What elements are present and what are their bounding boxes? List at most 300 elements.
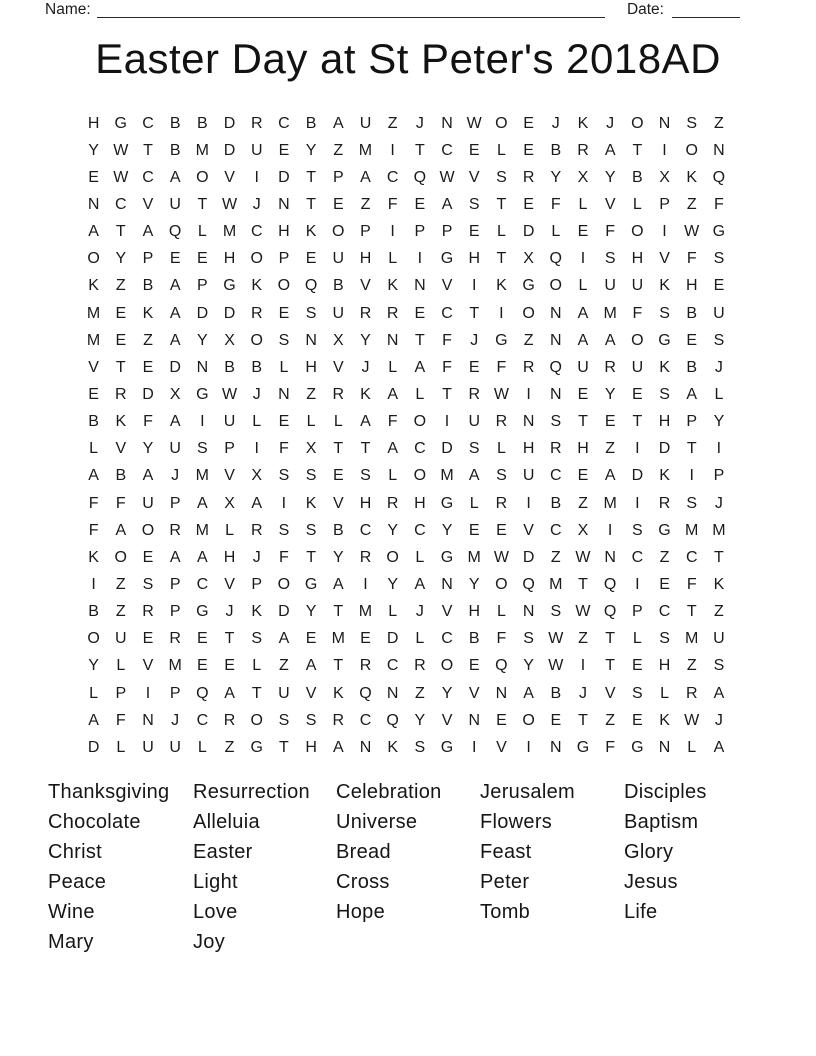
grid-letter: W bbox=[466, 114, 482, 132]
grid-letter: E bbox=[142, 630, 154, 648]
grid-letter: Y bbox=[360, 331, 371, 349]
grid-letter: U bbox=[169, 195, 181, 213]
grid-letter: H bbox=[685, 277, 698, 295]
date-fill-line bbox=[672, 2, 740, 18]
grid-letter: P bbox=[441, 223, 453, 241]
grid-letter: E bbox=[632, 711, 643, 729]
grid-letter: M bbox=[685, 630, 699, 648]
grid-letter: N bbox=[658, 738, 671, 756]
grid-letter: C bbox=[685, 548, 698, 566]
grid-letter: E bbox=[713, 277, 725, 295]
grid-letter: E bbox=[142, 358, 154, 376]
word-item: Love bbox=[193, 900, 238, 923]
grid-letter: T bbox=[306, 195, 316, 213]
grid-letter: I bbox=[635, 575, 640, 593]
grid-letter: M bbox=[222, 223, 237, 241]
grid-letter: L bbox=[225, 521, 234, 539]
grid-letter: B bbox=[169, 114, 181, 132]
grid-letter: G bbox=[658, 331, 671, 349]
grid-letter: A bbox=[604, 467, 616, 485]
grid-letter: J bbox=[252, 195, 261, 213]
grid-letter: B bbox=[550, 494, 562, 512]
grid-letter: R bbox=[250, 304, 263, 322]
word-item: Jerusalem bbox=[480, 781, 575, 803]
grid-letter: O bbox=[685, 141, 698, 159]
grid-letter: A bbox=[332, 114, 344, 132]
grid-letter: M bbox=[467, 548, 481, 566]
grid-letter: D bbox=[522, 223, 535, 241]
grid-letter: K bbox=[659, 358, 670, 376]
grid-letter: S bbox=[278, 711, 290, 729]
grid-letter: O bbox=[522, 304, 535, 322]
grid-letter: F bbox=[143, 413, 153, 431]
grid-letter: A bbox=[115, 521, 127, 539]
grid-letter: F bbox=[632, 304, 643, 322]
grid-letter: N bbox=[305, 331, 317, 349]
grid-letter: V bbox=[468, 684, 480, 702]
grid-letter: I bbox=[580, 250, 586, 268]
grid-letter: R bbox=[359, 657, 372, 675]
word-column bbox=[48, 778, 193, 957]
grid-letter: J bbox=[225, 603, 234, 621]
grid-letter: S bbox=[686, 494, 698, 512]
grid-letter: H bbox=[87, 114, 100, 132]
grid-letter: F bbox=[605, 738, 616, 756]
grid-letter: E bbox=[278, 304, 290, 322]
grid-letter: L bbox=[415, 385, 425, 403]
grid-letter: O bbox=[440, 657, 454, 675]
grid-letter: T bbox=[414, 141, 425, 159]
grid-letter: N bbox=[142, 711, 154, 729]
grid-letter: B bbox=[197, 114, 208, 132]
grid-letter: Y bbox=[523, 657, 534, 675]
grid-letter: M bbox=[603, 494, 617, 512]
grid-letter: R bbox=[359, 548, 372, 566]
grid-letter: C bbox=[359, 711, 372, 729]
word-item: Light bbox=[193, 870, 238, 893]
grid-letter: E bbox=[332, 195, 344, 213]
grid-letter: H bbox=[468, 603, 480, 621]
grid-letter: K bbox=[659, 277, 670, 295]
grid-letter: E bbox=[550, 711, 562, 729]
grid-letter: Z bbox=[115, 575, 126, 593]
grid-letter: R bbox=[495, 413, 508, 431]
grid-letter: M bbox=[195, 467, 209, 485]
grid-letter: L bbox=[333, 413, 343, 431]
grid-letter: A bbox=[414, 575, 426, 593]
grid-letter: U bbox=[631, 358, 644, 376]
grid-letter: V bbox=[332, 358, 344, 376]
grid-letter: Y bbox=[88, 141, 99, 159]
grid-letter: D bbox=[223, 114, 236, 132]
grid-letter: E bbox=[468, 223, 480, 241]
grid-letter: Y bbox=[142, 440, 154, 458]
grid-letter: S bbox=[197, 440, 208, 458]
grid-letter: O bbox=[413, 467, 427, 485]
grid-letter: J bbox=[551, 114, 560, 132]
grid-letter: L bbox=[632, 195, 642, 213]
grid-letter: I bbox=[662, 141, 667, 159]
grid-letter: S bbox=[142, 575, 154, 593]
grid-letter: D bbox=[142, 385, 154, 403]
grid-letter: J bbox=[606, 114, 615, 132]
grid-letter: S bbox=[632, 521, 643, 539]
grid-letter: F bbox=[686, 250, 697, 268]
grid-letter: Z bbox=[686, 657, 697, 675]
grid-letter: G bbox=[440, 494, 454, 512]
grid-letter: U bbox=[142, 738, 154, 756]
grid-letter: Y bbox=[550, 168, 562, 186]
grid-letter: J bbox=[171, 467, 180, 485]
grid-letter: Y bbox=[88, 657, 99, 675]
grid-letter: Y bbox=[305, 141, 317, 159]
grid-letter: A bbox=[88, 467, 99, 485]
grid-letter: N bbox=[550, 738, 562, 756]
word-list bbox=[48, 778, 707, 957]
grid-letter: O bbox=[413, 413, 427, 431]
grid-letter: F bbox=[279, 548, 289, 566]
grid-letter: H bbox=[414, 494, 426, 512]
grid-letter: Z bbox=[224, 738, 235, 756]
grid-letter: S bbox=[659, 630, 670, 648]
grid-letter: M bbox=[712, 521, 726, 539]
grid-letter: A bbox=[88, 711, 99, 729]
grid-letter: E bbox=[577, 385, 589, 403]
grid-letter: P bbox=[169, 494, 181, 512]
word-item: Easter bbox=[193, 840, 253, 863]
grid-letter: E bbox=[360, 630, 371, 648]
grid-letter: Y bbox=[387, 521, 398, 539]
grid-letter: E bbox=[414, 195, 426, 213]
grid-letter: E bbox=[632, 385, 643, 403]
grid-letter: I bbox=[363, 575, 368, 593]
grid-letter: Q bbox=[168, 223, 182, 241]
word-item: Jesus bbox=[624, 870, 678, 893]
grid-letter: N bbox=[604, 548, 616, 566]
grid-letter: I bbox=[716, 440, 722, 458]
grid-letter: G bbox=[495, 331, 508, 349]
word-item: Resurrection bbox=[193, 781, 310, 803]
grid-letter: O bbox=[87, 630, 100, 648]
grid-letter: U bbox=[604, 277, 616, 295]
grid-letter: H bbox=[223, 548, 236, 566]
grid-letter: W bbox=[113, 141, 129, 159]
grid-letter: T bbox=[714, 548, 724, 566]
grid-letter: Q bbox=[603, 575, 617, 593]
grid-letter: C bbox=[386, 168, 399, 186]
grid-letter: S bbox=[496, 467, 507, 485]
grid-letter: V bbox=[496, 738, 507, 756]
grid-letter: G bbox=[658, 521, 671, 539]
grid-letter: B bbox=[332, 521, 344, 539]
grid-letter: C bbox=[142, 168, 154, 186]
grid-letter: F bbox=[279, 440, 289, 458]
grid-letter: H bbox=[305, 358, 317, 376]
grid-letter: D bbox=[223, 141, 236, 159]
grid-letter: C bbox=[359, 521, 372, 539]
grid-letter: D bbox=[169, 358, 181, 376]
grid-letter: R bbox=[468, 385, 480, 403]
grid-letter: T bbox=[496, 195, 507, 213]
grid-letter: Q bbox=[522, 575, 535, 593]
grid-letter: O bbox=[332, 223, 345, 241]
grid-letter: T bbox=[306, 548, 316, 566]
grid-letter: Y bbox=[197, 331, 208, 349]
grid-letter: O bbox=[277, 575, 291, 593]
grid-letter: A bbox=[577, 331, 589, 349]
grid-letter: J bbox=[470, 331, 479, 349]
grid-letter: N bbox=[278, 385, 290, 403]
grid-letter: K bbox=[332, 684, 344, 702]
grid-letter: N bbox=[550, 304, 562, 322]
grid-letter: P bbox=[659, 195, 670, 213]
grid-letter: P bbox=[332, 168, 344, 186]
grid-letter: T bbox=[143, 141, 153, 159]
grid-letter: T bbox=[578, 575, 588, 593]
grid-letter: A bbox=[278, 630, 290, 648]
grid-letter: B bbox=[224, 358, 235, 376]
grid-letter: Y bbox=[115, 250, 127, 268]
grid-letter: B bbox=[305, 114, 317, 132]
grid-letter: M bbox=[358, 141, 373, 159]
grid-letter: I bbox=[145, 684, 151, 702]
name-fill-line bbox=[97, 2, 605, 18]
grid-letter: U bbox=[332, 304, 345, 322]
grid-letter: E bbox=[523, 141, 534, 159]
grid-letter: Y bbox=[441, 521, 453, 539]
grid-letter: U bbox=[631, 277, 644, 295]
grid-letter: R bbox=[359, 304, 372, 322]
grid-letter: L bbox=[116, 738, 126, 756]
word-column bbox=[336, 778, 480, 957]
grid-letter: Z bbox=[714, 603, 724, 621]
word-item: Alleluia bbox=[193, 810, 260, 833]
grid-letter: I bbox=[281, 494, 287, 512]
grid-letter: I bbox=[635, 494, 640, 512]
grid-letter: C bbox=[414, 440, 426, 458]
grid-letter: Q bbox=[603, 603, 617, 621]
grid-letter: P bbox=[169, 575, 181, 593]
grid-letter: S bbox=[713, 331, 725, 349]
grid-letter: F bbox=[88, 521, 99, 539]
grid-letter: S bbox=[686, 114, 698, 132]
name-label: Name: bbox=[45, 1, 91, 18]
grid-letter: S bbox=[496, 168, 507, 186]
grid-letter: V bbox=[604, 195, 616, 213]
grid-letter: N bbox=[414, 277, 426, 295]
grid-letter: E bbox=[332, 467, 344, 485]
grid-letter: E bbox=[115, 331, 127, 349]
grid-letter: L bbox=[197, 738, 207, 756]
grid-letter: R bbox=[142, 603, 154, 621]
grid-letter: K bbox=[496, 277, 507, 295]
grid-letter: A bbox=[332, 575, 344, 593]
grid-letter: T bbox=[360, 440, 371, 458]
grid-letter: E bbox=[496, 521, 507, 539]
word-item: Universe bbox=[336, 810, 418, 833]
date-label: Date: bbox=[626, 1, 664, 18]
grid-letter: Q bbox=[549, 250, 562, 268]
grid-letter: Z bbox=[115, 603, 126, 621]
grid-letter: W bbox=[548, 657, 564, 675]
grid-letter: W bbox=[493, 548, 509, 566]
word-item: Joy bbox=[193, 930, 226, 953]
grid-letter: Q bbox=[549, 358, 562, 376]
grid-letter: B bbox=[632, 168, 643, 186]
grid-letter: X bbox=[523, 250, 534, 268]
grid-letter: T bbox=[578, 413, 588, 431]
grid-letter: M bbox=[331, 630, 345, 648]
grid-letter: D bbox=[278, 168, 290, 186]
puzzle-title: Easter Day at St Peter's 2018AD bbox=[95, 35, 721, 82]
grid-letter: H bbox=[305, 738, 317, 756]
grid-letter: K bbox=[88, 548, 99, 566]
word-item: Hope bbox=[336, 900, 386, 923]
grid-letter: V bbox=[142, 657, 154, 675]
grid-letter: F bbox=[550, 195, 561, 213]
grid-letter: E bbox=[686, 331, 698, 349]
grid-letter: C bbox=[550, 467, 562, 485]
word-column bbox=[480, 778, 624, 957]
grid-letter: A bbox=[169, 304, 181, 322]
grid-letter: X bbox=[305, 440, 317, 458]
grid-letter: E bbox=[604, 413, 616, 431]
grid-letter: F bbox=[442, 331, 452, 349]
word-item: Bread bbox=[336, 840, 391, 863]
grid-letter: B bbox=[468, 630, 480, 648]
grid-letter: T bbox=[605, 657, 616, 675]
grid-letter: F bbox=[115, 494, 126, 512]
grid-letter: C bbox=[414, 521, 426, 539]
grid-letter: A bbox=[169, 413, 181, 431]
grid-letter: S bbox=[278, 521, 290, 539]
grid-letter: E bbox=[278, 413, 290, 431]
grid-letter: A bbox=[604, 331, 616, 349]
grid-letter: L bbox=[388, 358, 398, 376]
grid-letter: C bbox=[658, 603, 671, 621]
grid-letter: P bbox=[169, 684, 181, 702]
grid-letter: P bbox=[169, 603, 181, 621]
grid-letter: H bbox=[522, 440, 535, 458]
grid-letter: C bbox=[250, 223, 263, 241]
grid-letter: L bbox=[252, 413, 262, 431]
grid-letter: A bbox=[387, 440, 398, 458]
grid-letter: I bbox=[471, 277, 477, 295]
grid-letter: B bbox=[686, 304, 698, 322]
word-item: Flowers bbox=[480, 810, 553, 833]
grid-letter: R bbox=[414, 657, 426, 675]
grid-letter: F bbox=[387, 195, 398, 213]
grid-letter: R bbox=[658, 494, 671, 512]
grid-letter: C bbox=[278, 114, 290, 132]
grid-letter: U bbox=[250, 141, 263, 159]
grid-letter: I bbox=[526, 738, 531, 756]
grid-letter: J bbox=[252, 548, 261, 566]
grid-letter: C bbox=[550, 521, 562, 539]
grid-letter: P bbox=[686, 413, 698, 431]
grid-letter: L bbox=[415, 630, 425, 648]
grid-letter: M bbox=[685, 521, 699, 539]
grid-letter: Y bbox=[713, 413, 725, 431]
grid-letter: U bbox=[522, 467, 535, 485]
grid-letter: N bbox=[386, 684, 399, 702]
grid-letter: K bbox=[387, 277, 398, 295]
grid-letter: R bbox=[250, 521, 263, 539]
grid-letter: V bbox=[468, 168, 480, 186]
grid-letter: I bbox=[390, 223, 395, 241]
grid-letter: U bbox=[223, 413, 236, 431]
grid-letter: L bbox=[388, 250, 398, 268]
grid-letter: G bbox=[440, 250, 454, 268]
grid-letter: T bbox=[414, 331, 425, 349]
grid-letter: U bbox=[468, 413, 480, 431]
grid-letter: I bbox=[689, 467, 694, 485]
grid-letter: N bbox=[441, 575, 453, 593]
grid-letter: C bbox=[196, 575, 209, 593]
grid-letter: G bbox=[196, 603, 209, 621]
grid-letter: Y bbox=[414, 711, 426, 729]
grid-letter: R bbox=[223, 711, 236, 729]
grid-letter: F bbox=[496, 358, 507, 376]
grid-letter: K bbox=[659, 711, 670, 729]
grid-letter: T bbox=[578, 711, 588, 729]
grid-letter: J bbox=[714, 711, 723, 729]
grid-letter: E bbox=[468, 657, 480, 675]
grid-letter: E bbox=[197, 657, 208, 675]
grid-letter: L bbox=[714, 385, 724, 403]
grid-letter: Z bbox=[360, 195, 371, 213]
grid-letter: F bbox=[686, 575, 697, 593]
grid-letter: G bbox=[304, 575, 318, 593]
grid-letter: W bbox=[684, 223, 700, 241]
grid-letter: B bbox=[88, 603, 99, 621]
grid-letter: T bbox=[279, 738, 289, 756]
grid-letter: W bbox=[684, 711, 700, 729]
grid-letter: L bbox=[116, 657, 126, 675]
grid-letter: H bbox=[631, 250, 644, 268]
grid-letter: A bbox=[414, 358, 426, 376]
grid-letter: J bbox=[361, 358, 370, 376]
grid-letter: F bbox=[714, 195, 724, 213]
grid-letter: V bbox=[659, 250, 670, 268]
grid-letter: P bbox=[713, 467, 725, 485]
grid-letter: W bbox=[575, 548, 591, 566]
grid-letter: V bbox=[332, 494, 344, 512]
grid-letter: V bbox=[224, 575, 235, 593]
grid-letter: M bbox=[168, 657, 182, 675]
grid-letter: F bbox=[605, 223, 616, 241]
grid-letter: B bbox=[88, 413, 99, 431]
grid-letter: T bbox=[224, 630, 235, 648]
grid-letter: Z bbox=[333, 141, 344, 159]
grid-letter: A bbox=[169, 548, 181, 566]
grid-letter: V bbox=[224, 168, 235, 186]
grid-letter: W bbox=[439, 168, 455, 186]
grid-letter: L bbox=[388, 467, 398, 485]
grid-letter: N bbox=[196, 358, 209, 376]
word-item: Wine bbox=[48, 900, 95, 923]
grid-letter: N bbox=[522, 603, 535, 621]
grid-letter: K bbox=[387, 738, 398, 756]
grid-letter: V bbox=[88, 358, 99, 376]
grid-letter: S bbox=[659, 304, 670, 322]
grid-letter: V bbox=[305, 684, 317, 702]
grid-letter: W bbox=[548, 630, 564, 648]
grid-letter: V bbox=[441, 603, 453, 621]
grid-letter: P bbox=[632, 603, 643, 621]
grid-letter: P bbox=[224, 440, 235, 458]
grid-letter: F bbox=[387, 413, 398, 431]
